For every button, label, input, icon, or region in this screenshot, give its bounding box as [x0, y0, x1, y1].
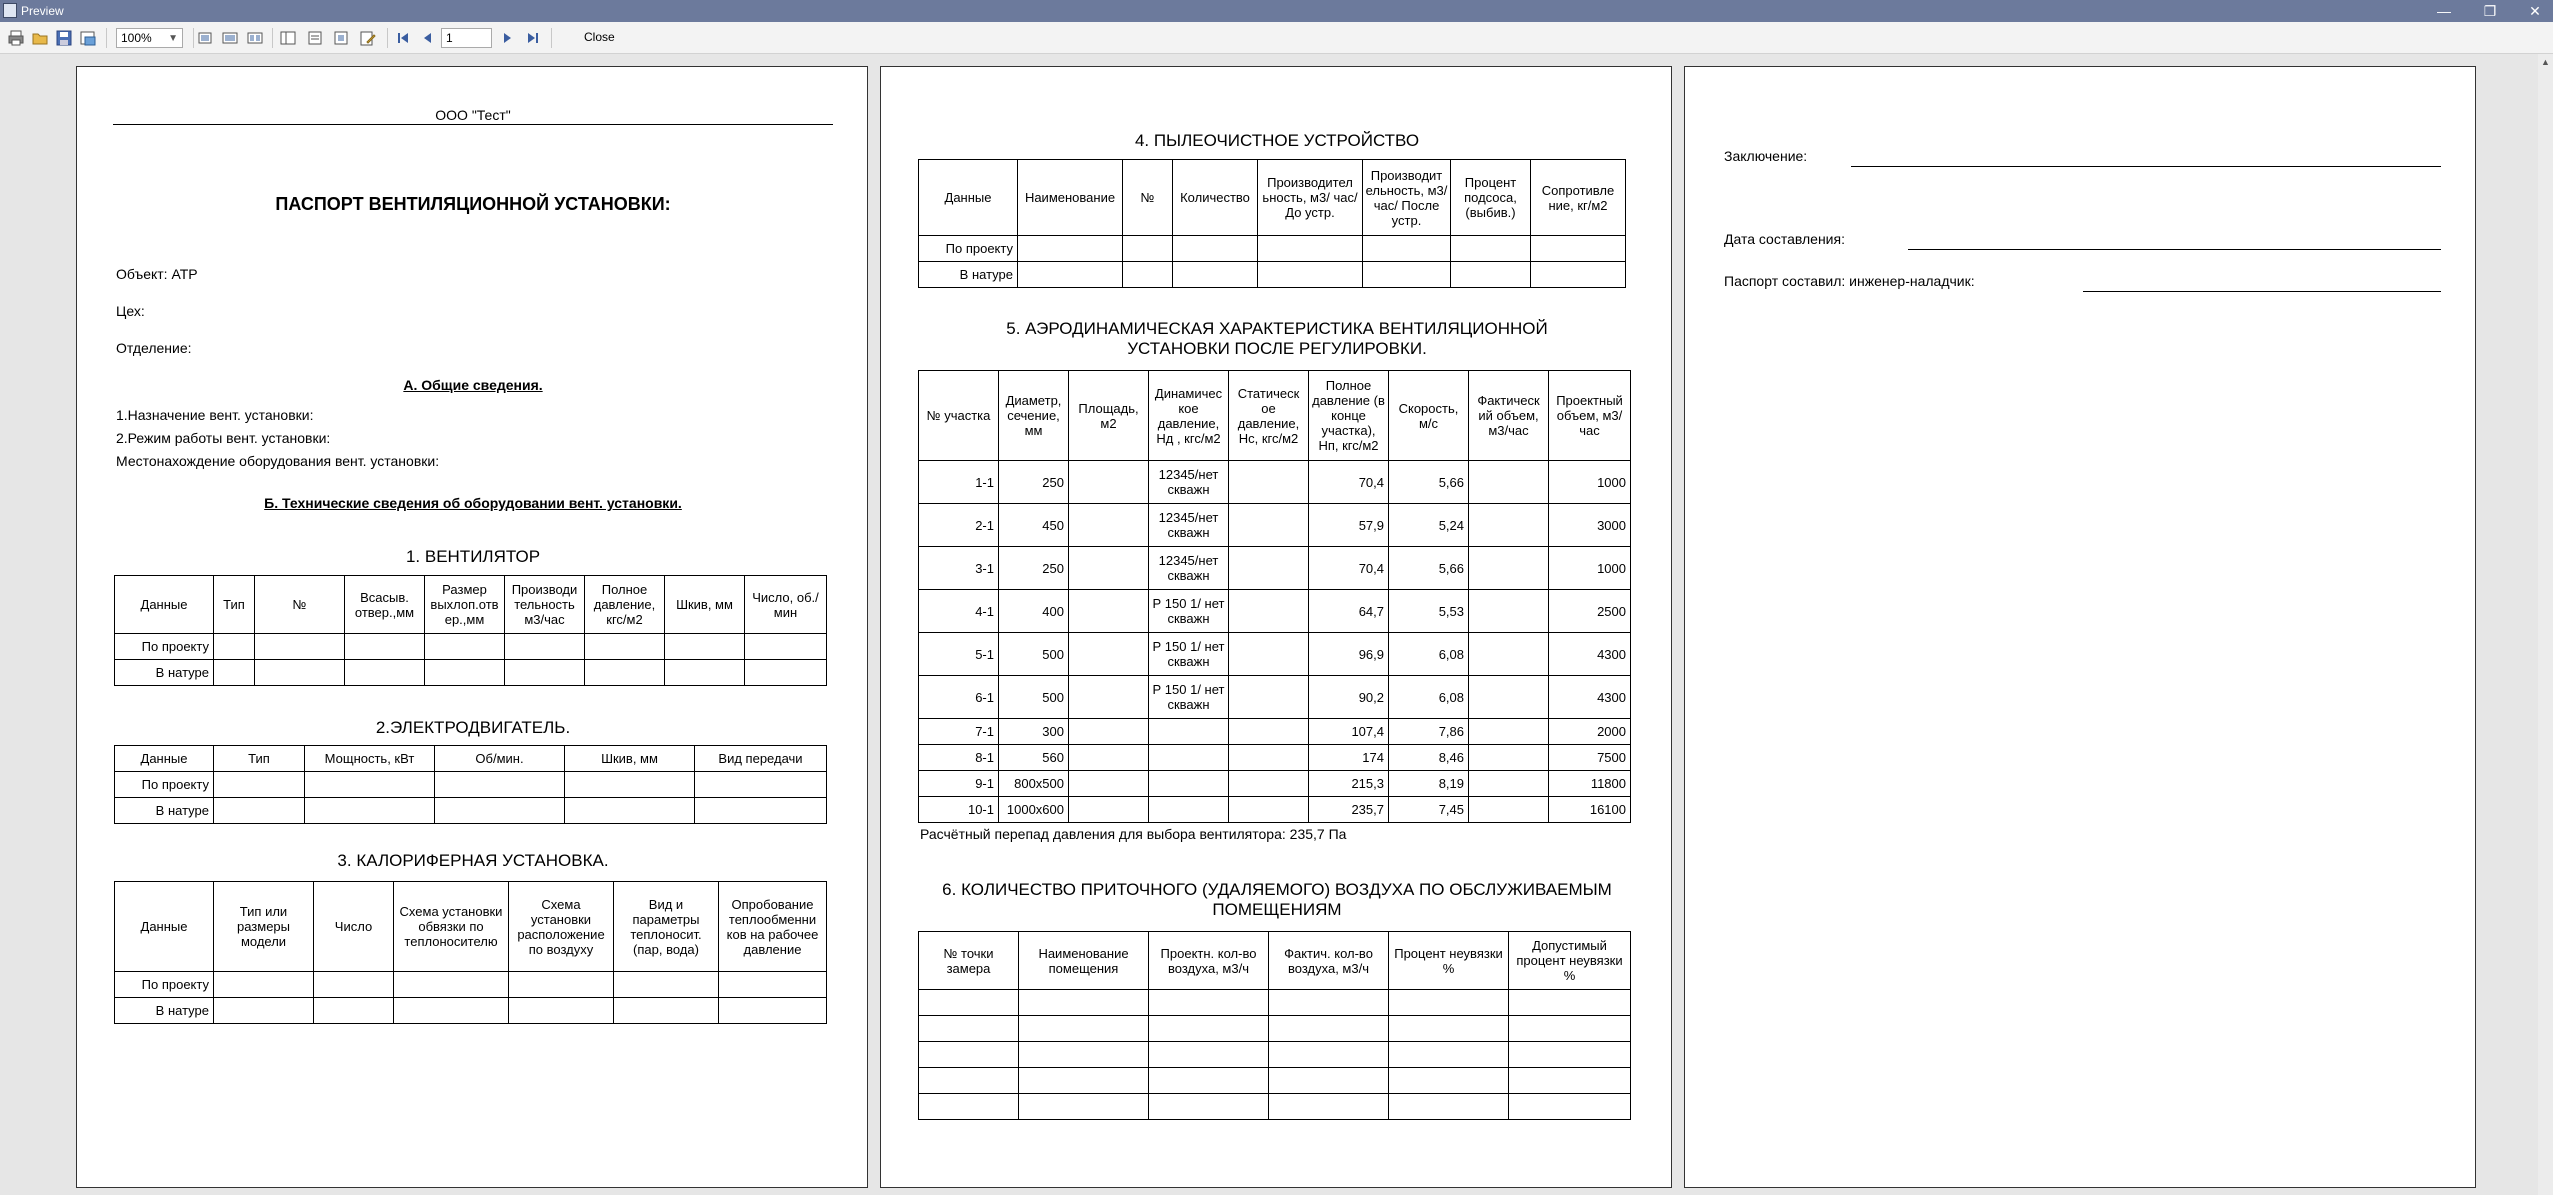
cell-dyn: [1149, 745, 1229, 771]
column-header: Фактич. кол-во воздуха, м3/ч: [1269, 932, 1389, 990]
page-2: [880, 66, 1672, 1188]
cell-section: 5-1: [919, 633, 999, 676]
table-row: [919, 504, 1631, 547]
print-icon[interactable]: [7, 29, 25, 47]
cell-area: [1069, 676, 1149, 719]
cell-fact: [1469, 676, 1549, 719]
column-header: Полное давление, кгс/м2: [585, 576, 665, 634]
column-header: Вид передачи: [695, 746, 827, 772]
cell-dyn: [1149, 797, 1229, 823]
column-header: Тип: [214, 746, 305, 772]
air-table: [918, 931, 1631, 1120]
save-icon[interactable]: [55, 29, 73, 47]
column-header: Производит ельность, м3/час/ После устр.: [1363, 160, 1451, 236]
column-header: Об/мин.: [435, 746, 565, 772]
vertical-scrollbar[interactable]: [2538, 54, 2553, 1195]
cell-fact: [1469, 547, 1549, 590]
thumbnails-icon[interactable]: [306, 29, 324, 47]
cell-fact: [1469, 797, 1549, 823]
fan-table-title: 1. ВЕНТИЛЯТОР: [405, 547, 541, 566]
column-header: Шкив, мм: [665, 576, 745, 634]
table-row: [115, 798, 827, 824]
column-header: Площадь, м2: [1069, 371, 1149, 461]
aero-table-title-line2: УСТАНОВКИ ПОСЛЕ РЕГУЛИРОВКИ.: [1127, 339, 1427, 358]
table-row: [919, 461, 1631, 504]
object-label: Объект: АТР: [116, 266, 198, 282]
dust-table-title: 4. ПЫЛЕОЧИСТНОЕ УСТРОЙСТВО: [1134, 131, 1420, 150]
cell-stat: [1229, 797, 1309, 823]
cell-section: 7-1: [919, 719, 999, 745]
column-header: Тип: [214, 576, 255, 634]
minimize-button[interactable]: —: [2437, 3, 2451, 19]
cell-area: [1069, 547, 1149, 590]
conclusion-label: Заключение:: [1724, 148, 1808, 164]
column-header: Данные: [115, 882, 214, 972]
fan-table: [114, 575, 827, 686]
cell-proj: 2000: [1549, 719, 1631, 745]
cell-area: [1069, 590, 1149, 633]
section-b-title: Б. Технические сведения об оборудовании вент. установки.: [264, 495, 682, 511]
cell-dyn: [1149, 719, 1229, 745]
cell-full: 70,4: [1309, 461, 1389, 504]
column-header: Скорость, м/с: [1389, 371, 1469, 461]
table-row: [919, 236, 1626, 262]
cell-fact: [1469, 590, 1549, 633]
column-header: Фактическ ий объем, м3/час: [1469, 371, 1549, 461]
cell-dyn: 12345/нет скважн: [1149, 504, 1229, 547]
column-header: Статическ ое давление, Нс, кгс/м2: [1229, 371, 1309, 461]
author-line: [2083, 291, 2441, 292]
cell-area: [1069, 771, 1149, 797]
row-label: В натуре: [115, 798, 214, 824]
cell-diam: 300: [999, 719, 1069, 745]
page-number-input[interactable]: 1: [441, 28, 492, 48]
motor-table-title: 2.ЭЛЕКТРОДВИГАТЕЛЬ.: [375, 718, 571, 737]
column-header: Проектный объем, м3/ час: [1549, 371, 1631, 461]
cell-full: 235,7: [1309, 797, 1389, 823]
table-row: [115, 972, 827, 998]
page-1: [76, 66, 868, 1188]
cell-dyn: 12345/нет скважн: [1149, 461, 1229, 504]
author-label: Паспорт составил: инженер-наладчик:: [1724, 273, 1975, 289]
cell-area: [1069, 797, 1149, 823]
cell-stat: [1229, 504, 1309, 547]
table-row: [919, 1094, 1631, 1120]
open-folder-icon[interactable]: [31, 29, 49, 47]
heater-table: [114, 881, 827, 1024]
date-line: [1908, 249, 2441, 250]
table-header-row: [115, 576, 827, 634]
conclusion-line: [1851, 166, 2441, 167]
air-table-title-line2: ПОМЕЩЕНИЯМ: [1212, 900, 1342, 919]
cell-dyn: Р 150 1/ нет скважн: [1149, 676, 1229, 719]
table-row: [919, 1016, 1631, 1042]
restore-button[interactable]: ❐: [2483, 3, 2497, 19]
cell-stat: [1229, 771, 1309, 797]
column-header: Динамичес кое давление, Нд , кгс/м2: [1149, 371, 1229, 461]
dust-table: [918, 159, 1626, 288]
table-row: [919, 771, 1631, 797]
column-header: Полное давление (в конце участка), Нп, кгс/м2: [1309, 371, 1389, 461]
page-width-icon[interactable]: [221, 29, 239, 47]
window-title: Preview: [21, 4, 64, 18]
whole-page-icon[interactable]: [196, 29, 214, 47]
table-header-row: [919, 160, 1626, 236]
cell-section: 1-1: [919, 461, 999, 504]
cell-diam: 400: [999, 590, 1069, 633]
cell-section: 8-1: [919, 745, 999, 771]
export-icon[interactable]: [79, 29, 97, 47]
cell-area: [1069, 461, 1149, 504]
cell-fact: [1469, 719, 1549, 745]
cell-section: 2-1: [919, 504, 999, 547]
column-header: Наименование помещения: [1019, 932, 1149, 990]
column-header: Процент подсоса, (выбив.): [1451, 160, 1531, 236]
column-header: Число, об./ мин: [745, 576, 827, 634]
cell-diam: 1000х600: [999, 797, 1069, 823]
cell-diam: 800х500: [999, 771, 1069, 797]
cell-diam: 450: [999, 504, 1069, 547]
cell-speed: 7,45: [1389, 797, 1469, 823]
air-table-title-line1: 6. КОЛИЧЕСТВО ПРИТОЧНОГО (УДАЛЯЕМОГО) ВОЗДУХА ПО ОБСЛУЖИВАЕМЫМ: [942, 880, 1612, 899]
cell-dyn: Р 150 1/ нет скважн: [1149, 633, 1229, 676]
row-label: По проекту: [115, 634, 214, 660]
cell-speed: 7,86: [1389, 719, 1469, 745]
column-header: Данные: [919, 160, 1018, 236]
cell-speed: 5,66: [1389, 547, 1469, 590]
app-icon: [3, 3, 17, 18]
cell-area: [1069, 719, 1149, 745]
table-row: [115, 660, 827, 686]
table-row: [115, 634, 827, 660]
cell-full: 174: [1309, 745, 1389, 771]
column-header: Схема установки расположение по воздуху: [509, 882, 614, 972]
table-row: [115, 772, 827, 798]
page-setup-icon[interactable]: [332, 29, 350, 47]
cell-proj: 3000: [1549, 504, 1631, 547]
table-header-row: [115, 882, 827, 972]
column-header: Мощность, кВт: [305, 746, 435, 772]
cell-speed: 8,46: [1389, 745, 1469, 771]
row-label: В натуре: [115, 998, 214, 1024]
cell-speed: 6,08: [1389, 676, 1469, 719]
first-page-icon[interactable]: [394, 29, 412, 47]
cell-fact: [1469, 504, 1549, 547]
cell-stat: [1229, 590, 1309, 633]
edit-icon[interactable]: [358, 29, 376, 47]
column-header: Вид и параметры теплоносит. (пар, вода): [614, 882, 719, 972]
cell-diam: 500: [999, 676, 1069, 719]
cell-stat: [1229, 547, 1309, 590]
outline-icon[interactable]: [279, 29, 297, 47]
column-header: № участка: [919, 371, 999, 461]
row-label: В натуре: [919, 262, 1018, 288]
next-page-icon[interactable]: [498, 29, 516, 47]
column-header: Опробование теплообменни ков на рабочее давление: [719, 882, 827, 972]
column-header: Данные: [115, 746, 214, 772]
column-header: Сопротивле ние, кг/м2: [1531, 160, 1626, 236]
cell-diam: 250: [999, 461, 1069, 504]
cell-full: 57,9: [1309, 504, 1389, 547]
cell-stat: [1229, 461, 1309, 504]
cell-full: 70,4: [1309, 547, 1389, 590]
table-row: [919, 990, 1631, 1016]
column-header: №: [1123, 160, 1173, 236]
cell-section: 9-1: [919, 771, 999, 797]
table-row: [115, 998, 827, 1024]
chevron-down-icon: ▼: [168, 33, 178, 44]
close-window-button[interactable]: ✕: [2529, 3, 2541, 19]
cell-speed: 6,08: [1389, 633, 1469, 676]
date-label: Дата составления:: [1724, 231, 1845, 247]
table-row: [919, 1068, 1631, 1094]
cell-speed: 8,19: [1389, 771, 1469, 797]
department-label: Отделение:: [116, 340, 192, 356]
page-title: ПАСПОРТ ВЕНТИЛЯЦИОННОЙ УСТАНОВКИ:: [275, 194, 671, 214]
column-header: Данные: [115, 576, 214, 634]
cell-proj: 16100: [1549, 797, 1631, 823]
shop-label: Цех:: [116, 303, 145, 319]
cell-fact: [1469, 633, 1549, 676]
cell-full: 107,4: [1309, 719, 1389, 745]
mode-label: 2.Режим работы вент. установки:: [116, 430, 331, 446]
table-header-row: [115, 746, 827, 772]
table-header-row: [919, 371, 1631, 461]
column-header: Число: [314, 882, 394, 972]
cell-stat: [1229, 719, 1309, 745]
toolbar: [0, 22, 2553, 54]
row-label: По проекту: [919, 236, 1018, 262]
cell-full: 215,3: [1309, 771, 1389, 797]
cell-speed: 5,53: [1389, 590, 1469, 633]
table-row: [919, 745, 1631, 771]
cell-speed: 5,66: [1389, 461, 1469, 504]
cell-dyn: [1149, 771, 1229, 797]
cell-section: 4-1: [919, 590, 999, 633]
cell-dyn: 12345/нет скважн: [1149, 547, 1229, 590]
column-header: Наименование: [1018, 160, 1123, 236]
cell-full: 90,2: [1309, 676, 1389, 719]
column-header: Схема установки обвязки по теплоносителю: [394, 882, 509, 972]
pressure-drop-note: Расчётный перепад давления для выбора вентилятора: 235,7 Па: [920, 826, 1347, 842]
location-label: Местонахождение оборудования вент. установки:: [116, 453, 440, 469]
row-label: По проекту: [115, 972, 214, 998]
multiple-pages-icon[interactable]: [246, 29, 264, 47]
purpose-label: 1.Назначение вент. установки:: [116, 407, 314, 423]
cell-area: [1069, 504, 1149, 547]
cell-dyn: Р 150 1/ нет скважн: [1149, 590, 1229, 633]
cell-area: [1069, 633, 1149, 676]
cell-stat: [1229, 745, 1309, 771]
cell-diam: 250: [999, 547, 1069, 590]
cell-area: [1069, 745, 1149, 771]
cell-proj: 4300: [1549, 633, 1631, 676]
table-row: [919, 797, 1631, 823]
table-row: [919, 633, 1631, 676]
divider: [113, 124, 833, 125]
column-header: Производител ьность, м3/ час/До устр.: [1258, 160, 1363, 236]
cell-section: 10-1: [919, 797, 999, 823]
cell-stat: [1229, 633, 1309, 676]
aero-table-title-line1: 5. АЭРОДИНАМИЧЕСКАЯ ХАРАКТЕРИСТИКА ВЕНТИЛЯЦИОННОЙ: [1006, 319, 1548, 338]
table-row: [919, 590, 1631, 633]
cell-fact: [1469, 461, 1549, 504]
cell-fact: [1469, 771, 1549, 797]
column-header: Размер выхлоп.отв ер.,мм: [425, 576, 505, 634]
cell-diam: 500: [999, 633, 1069, 676]
cell-proj: 1000: [1549, 547, 1631, 590]
motor-table: [114, 745, 827, 824]
column-header: Всасыв. отвер.,мм: [345, 576, 425, 634]
column-header: № точки замера: [919, 932, 1019, 990]
table-row: [919, 1042, 1631, 1068]
cell-full: 96,9: [1309, 633, 1389, 676]
table-row: [919, 719, 1631, 745]
column-header: Допустимый процент неувязки %: [1509, 932, 1631, 990]
row-label: В натуре: [115, 660, 214, 686]
zoom-select[interactable]: [116, 28, 183, 48]
cell-proj: 11800: [1549, 771, 1631, 797]
heater-table-title: 3. КАЛОРИФЕРНАЯ УСТАНОВКА.: [337, 851, 609, 870]
section-a-title: А. Общие сведения.: [403, 377, 543, 393]
cell-proj: 2500: [1549, 590, 1631, 633]
cell-proj: 1000: [1549, 461, 1631, 504]
close-button[interactable]: Close: [584, 30, 615, 44]
column-header: №: [255, 576, 345, 634]
column-header: Производи тельность м3/час: [505, 576, 585, 634]
table-header-row: [919, 932, 1631, 990]
column-header: Диаметр, сечение, мм: [999, 371, 1069, 461]
company-name: ООО "Тест": [435, 107, 511, 123]
cell-fact: [1469, 745, 1549, 771]
cell-full: 64,7: [1309, 590, 1389, 633]
scroll-up-icon[interactable]: ▲: [2541, 57, 2550, 67]
cell-proj: 7500: [1549, 745, 1631, 771]
cell-speed: 5,24: [1389, 504, 1469, 547]
table-row: [919, 547, 1631, 590]
table-row: [919, 676, 1631, 719]
column-header: Проектн. кол-во воздуха, м3/ч: [1149, 932, 1269, 990]
previous-page-icon[interactable]: [419, 29, 437, 47]
cell-section: 6-1: [919, 676, 999, 719]
column-header: Процент неувязки %: [1389, 932, 1509, 990]
aero-table: [918, 370, 1631, 823]
row-label: По проекту: [115, 772, 214, 798]
column-header: Тип или размеры модели: [214, 882, 314, 972]
zoom-value: 100%: [121, 31, 152, 45]
page-3: [1684, 66, 2476, 1188]
table-row: [919, 262, 1626, 288]
window-titlebar: [0, 0, 2553, 22]
cell-diam: 560: [999, 745, 1069, 771]
cell-stat: [1229, 676, 1309, 719]
last-page-icon[interactable]: [524, 29, 542, 47]
cell-section: 3-1: [919, 547, 999, 590]
column-header: Количество: [1173, 160, 1258, 236]
cell-proj: 4300: [1549, 676, 1631, 719]
column-header: Шкив, мм: [565, 746, 695, 772]
